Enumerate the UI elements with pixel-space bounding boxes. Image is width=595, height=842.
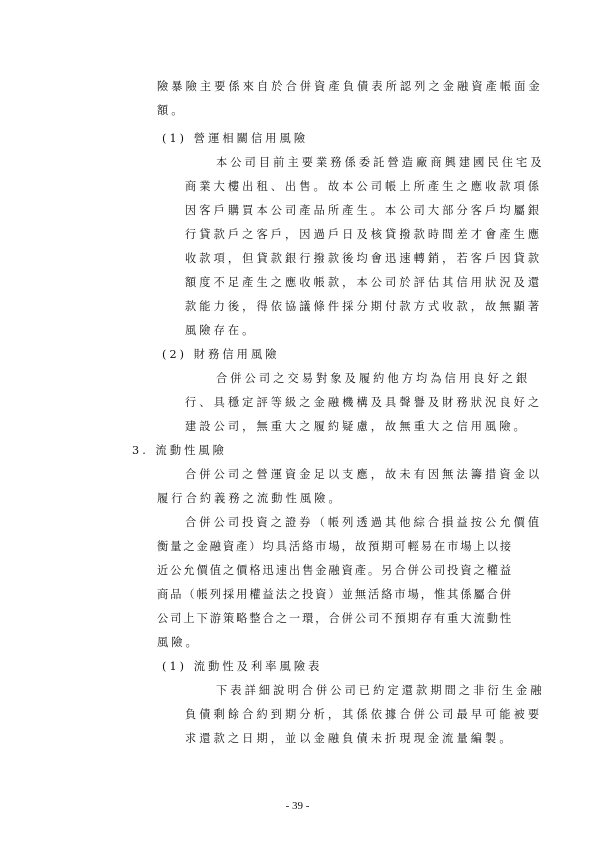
section-heading: 3. 流動性風險 xyxy=(132,444,227,457)
body-line: 下表詳細說明合併公司已約定還款期間之非衍生金融 xyxy=(216,684,545,697)
body-line: 商業大樓出租、出售。故本公司帳上所產生之應收款項係 xyxy=(185,180,543,193)
section-heading: (1) 流動性及利率風險表 xyxy=(162,660,323,673)
body-line: 合併公司投資之證券（帳列透過其他綜合損益按公允價值 xyxy=(185,516,543,529)
body-line: 風險。 xyxy=(157,636,200,649)
body-line: 本公司目前主要業務係委託營造廠商興建國民住宅及 xyxy=(216,156,545,169)
body-line: 建設公司，無重大之履約疑慮，故無重大之信用風險。 xyxy=(185,420,528,433)
body-line: 商品（帳列採用權益法之投資）並無活絡市場，惟其係屬合併 xyxy=(157,588,514,601)
body-line: 額。 xyxy=(157,104,186,117)
body-line: 近公允價值之價格迅速出售金融資產。另合併公司投資之權益 xyxy=(157,564,514,577)
body-line: 行貸款戶之客戶，因過戶日及核貸撥款時間差才會產生應 xyxy=(185,228,543,241)
section-heading: (2) 財務信用風險 xyxy=(162,348,280,361)
body-line: 收款項，但貸款銀行撥款後均會迅速轉銷，若客戶因貸款 xyxy=(185,252,543,265)
body-line: 風險存在。 xyxy=(185,324,257,337)
section-heading: (1) 營運相關信用風險 xyxy=(162,132,309,145)
body-line: 額度不足產生之應收帳款，本公司於評估其信用狀況及還 xyxy=(185,276,543,289)
body-line: 合併公司之交易對象及履約他方均為信用良好之銀 xyxy=(216,372,531,385)
page-number: - 39 - xyxy=(285,800,310,812)
body-line: 款能力後，得依協議條件採分期付款方式收款，故無顯著 xyxy=(185,300,543,313)
body-line: 險暴險主要係來自於合併資產負債表所認列之金融資產帳面金 xyxy=(157,80,543,93)
body-line: 履行合約義務之流動性風險。 xyxy=(157,492,343,505)
body-line: 行、具穩定評等級之金融機構及具聲譽及財務狀況良好之 xyxy=(185,396,543,409)
body-line: 因客戶購買本公司產品所產生。本公司大部分客戶均屬銀 xyxy=(185,204,543,217)
body-line: 公司上下游策略整合之一環，合併公司不預期存有重大流動性 xyxy=(157,612,514,625)
body-line: 負債剩餘合約到期分析，其係依據合併公司最早可能被要 xyxy=(185,708,543,721)
body-line: 求還款之日期，並以金融負債未折現現金流量編製。 xyxy=(185,732,514,745)
body-line: 衡量之金融資產）均具活絡市場，故預期可輕易在市場上以接 xyxy=(157,540,514,553)
body-line: 合併公司之營運資金足以支應，故未有因無法籌措資金以 xyxy=(185,468,543,481)
